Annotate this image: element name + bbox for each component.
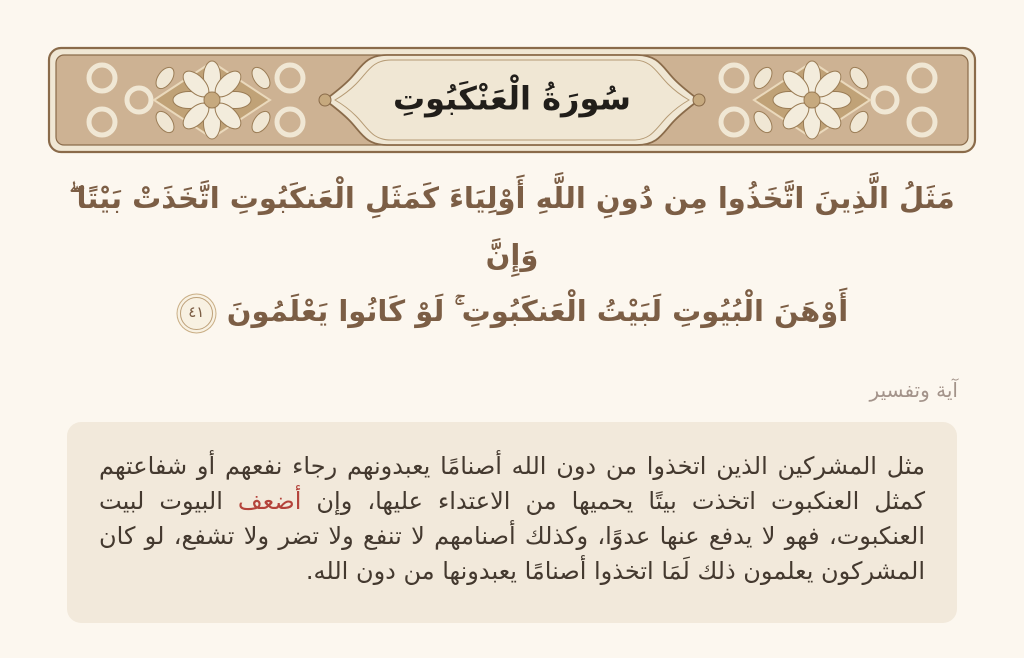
tafsir-text-after: البيوت لبيت العنكبوت، فهو لا يدفع عنها عدوًا، وكذلك أصنامهم لا تنفع ولا تضر ولا تشفع، لو كان المشركون يعلمون ذلك لَمَا اتخذوا أصنامًا يعبدونها من دون الله. — [99, 486, 925, 585]
verse-line-2-text: أَوْهَنَ الْبُيُوتِ لَبَيْتُ الْعَنكَبُوتِ ۚ لَوْ كَانُوا يَعْلَمُونَ — [226, 294, 849, 329]
tafsir-text — [99, 449, 925, 589]
tafsir-highlight-word: أضعف — [237, 486, 302, 515]
quran-verse — [50, 170, 974, 340]
surah-title: سُورَةُ الْعَنْكَبُوتِ — [393, 79, 631, 118]
ayah-number-medallion — [180, 297, 213, 330]
section-label: آية وتفسير — [869, 377, 958, 402]
tafsir-box — [67, 422, 957, 623]
surah-banner — [47, 46, 977, 154]
verse-line-2 — [50, 283, 974, 340]
verse-line-1: مَثَلُ الَّذِينَ اتَّخَذُوا مِن دُونِ اللَّهِ أَوْلِيَاءَ كَمَثَلِ الْعَنكَبُوتِ اتَّخَذَتْ بَيْتًا ۖ وَإِنَّ — [69, 181, 955, 272]
tafsir-text-before: مثل المشركين الذين اتخذوا من دون الله أصنامًا يعبدونهم رجاء نفعهم أو شفاعتهم كمثل العنكبوت اتخذت بيتًا يحميها من الاعتداء عليها، وإن — [99, 451, 926, 515]
banner-ornament-frame — [47, 46, 977, 154]
ayah-number: ٤١ — [188, 303, 205, 322]
